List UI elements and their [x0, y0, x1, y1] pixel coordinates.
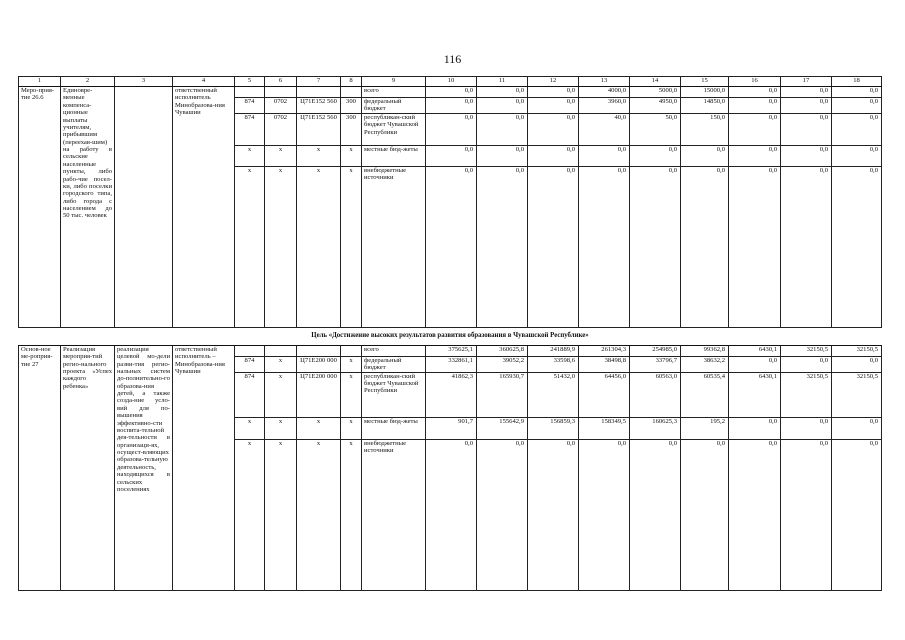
- budget-code: 300: [341, 113, 362, 145]
- amount-cell: 0,0: [681, 145, 729, 166]
- amount-cell: 0,0: [426, 98, 477, 114]
- measure-name: Меро-прия-тие 26.6: [19, 87, 61, 328]
- budget-code: 874: [235, 98, 265, 114]
- column-header: 14: [630, 77, 681, 87]
- amount-cell: 0,0: [681, 439, 729, 590]
- amount-cell: 0,0: [426, 87, 477, 98]
- amount-cell: 332861,1: [426, 356, 477, 372]
- amount-cell: 60563,0: [630, 372, 681, 417]
- budget-code: 0702: [265, 98, 297, 114]
- amount-cell: 0,0: [528, 166, 579, 327]
- amount-cell: 0,0: [729, 113, 781, 145]
- budget-code: x: [341, 417, 362, 439]
- amount-cell: 0,0: [781, 356, 832, 372]
- amount-cell: 0,0: [630, 145, 681, 166]
- funding-source: внебюджетные источники: [362, 439, 426, 590]
- budget-code: x: [265, 439, 297, 590]
- amount-cell: 156859,3: [528, 417, 579, 439]
- funding-source: всего: [362, 345, 426, 356]
- amount-cell: 0,0: [528, 87, 579, 98]
- amount-cell: 0,0: [729, 98, 781, 114]
- column-header: 11: [477, 77, 528, 87]
- amount-cell: 254985,0: [630, 345, 681, 356]
- column-header: 16: [729, 77, 781, 87]
- budget-code: x: [341, 439, 362, 590]
- amount-cell: 150,0: [681, 113, 729, 145]
- measure-executor: ответственный исполнитель – Минобразова-ния Чувашии: [173, 345, 235, 590]
- amount-cell: 0,0: [579, 166, 630, 327]
- amount-cell: 14850,0: [681, 98, 729, 114]
- amount-cell: 0,0: [832, 417, 882, 439]
- amount-cell: 0,0: [781, 87, 832, 98]
- amount-cell: 0,0: [528, 98, 579, 114]
- amount-cell: 64456,0: [579, 372, 630, 417]
- column-header: 9: [362, 77, 426, 87]
- budget-code: [265, 87, 297, 98]
- budget-code: x: [341, 372, 362, 417]
- budget-code: x: [235, 417, 265, 439]
- measure-goal: [115, 87, 173, 328]
- column-header: 4: [173, 77, 235, 87]
- goal-row: [19, 327, 882, 345]
- amount-cell: 0,0: [832, 439, 882, 590]
- amount-cell: 0,0: [781, 145, 832, 166]
- amount-cell: 0,0: [426, 439, 477, 590]
- amount-cell: 158349,5: [579, 417, 630, 439]
- budget-code: 874: [235, 372, 265, 417]
- amount-cell: 0,0: [832, 113, 882, 145]
- amount-cell: 0,0: [832, 166, 882, 327]
- budget-code: x: [265, 166, 297, 327]
- amount-cell: 51432,0: [528, 372, 579, 417]
- column-header: 18: [832, 77, 882, 87]
- measure-executor: ответственный исполнитель Минобразова-ния Чувашии: [173, 87, 235, 328]
- amount-cell: 60535,4: [681, 372, 729, 417]
- amount-cell: 33796,7: [630, 356, 681, 372]
- measure-title: Реализация мероприя-тий регио-нального проекта «Успех каждого ребенка»: [61, 345, 115, 590]
- amount-cell: 39052,2: [477, 356, 528, 372]
- amount-cell: 0,0: [426, 166, 477, 327]
- budget-code: [265, 345, 297, 356]
- funding-source: всего: [362, 87, 426, 98]
- amount-cell: 41862,3: [426, 372, 477, 417]
- funding-source: федеральный бюджет: [362, 98, 426, 114]
- amount-cell: 0,0: [832, 98, 882, 114]
- budget-code: x: [265, 145, 297, 166]
- amount-cell: 0,0: [528, 113, 579, 145]
- measure-goal: реализация целевой мо-дели разви-тия регио-нальных систем до-полнительно-го образова-ния детей, а также созда-ние усло-вий для по-вышения эффективно-сти воспита-тельной дея-тельности в организаци-ях, осущест-вляющих образова-тельную деятельность, находящихся в сельских поселениях: [115, 345, 173, 590]
- amount-cell: 0,0: [477, 145, 528, 166]
- amount-cell: 0,0: [528, 439, 579, 590]
- amount-cell: 155642,9: [477, 417, 528, 439]
- budget-code: [297, 345, 341, 356]
- amount-cell: 0,0: [781, 417, 832, 439]
- table-row: [19, 87, 882, 98]
- amount-cell: 32150,5: [781, 345, 832, 356]
- amount-cell: 0,0: [729, 417, 781, 439]
- column-header: 3: [115, 77, 173, 87]
- amount-cell: 32150,5: [832, 345, 882, 356]
- budget-code: x: [235, 145, 265, 166]
- amount-cell: 0,0: [832, 145, 882, 166]
- column-header: 1: [19, 77, 61, 87]
- funding-source: местные бюд-жеты: [362, 145, 426, 166]
- amount-cell: 360625,8: [477, 345, 528, 356]
- amount-cell: 38498,8: [579, 356, 630, 372]
- amount-cell: 241889,9: [528, 345, 579, 356]
- budget-code: Ц71Е152 560: [297, 98, 341, 114]
- amount-cell: 160625,3: [630, 417, 681, 439]
- goal-line: Цель «Достижение высоких результатов развития образования в Чувашской Республике»: [19, 327, 882, 345]
- amount-cell: 0,0: [781, 113, 832, 145]
- amount-cell: 0,0: [426, 113, 477, 145]
- amount-cell: 901,7: [426, 417, 477, 439]
- column-header: 10: [426, 77, 477, 87]
- budget-code: x: [265, 372, 297, 417]
- amount-cell: 0,0: [426, 145, 477, 166]
- amount-cell: 0,0: [729, 439, 781, 590]
- amount-cell: 33598,6: [528, 356, 579, 372]
- amount-cell: 0,0: [528, 145, 579, 166]
- amount-cell: 0,0: [729, 87, 781, 98]
- budget-code: x: [265, 356, 297, 372]
- measure-title: Единовре-менные компенса-ционные выплаты учителям, прибывшим (переехав-шим) на работу в сельские населенные пункты, либо рабо-чие посел-ки, либо поселки городского типа, либо города с населением до 50 тыс. человек: [61, 87, 115, 328]
- amount-cell: 32150,5: [832, 372, 882, 417]
- amount-cell: 3960,0: [579, 98, 630, 114]
- amount-cell: 40,0: [579, 113, 630, 145]
- amount-cell: 0,0: [832, 356, 882, 372]
- amount-cell: 0,0: [477, 87, 528, 98]
- funding-source: внебюджетные источники: [362, 166, 426, 327]
- budget-code: 300: [341, 98, 362, 114]
- column-header: 5: [235, 77, 265, 87]
- budget-code: Ц71Е200 000: [297, 372, 341, 417]
- amount-cell: 4950,0: [630, 98, 681, 114]
- amount-cell: 0,0: [729, 145, 781, 166]
- amount-cell: 165930,7: [477, 372, 528, 417]
- budget-code: [341, 345, 362, 356]
- budget-code: x: [297, 439, 341, 590]
- table-row: [19, 345, 882, 356]
- budget-code: x: [235, 439, 265, 590]
- amount-cell: 0,0: [477, 113, 528, 145]
- amount-cell: 375625,1: [426, 345, 477, 356]
- funding-source: республикан-ский бюджет Чувашской Республики: [362, 372, 426, 417]
- column-header: 17: [781, 77, 832, 87]
- amount-cell: 50,0: [630, 113, 681, 145]
- amount-cell: 4000,0: [579, 87, 630, 98]
- column-header: 8: [341, 77, 362, 87]
- budget-table: [18, 76, 882, 591]
- budget-code: [235, 345, 265, 356]
- amount-cell: 0,0: [681, 166, 729, 327]
- amount-cell: 38632,2: [681, 356, 729, 372]
- budget-code: 0702: [265, 113, 297, 145]
- amount-cell: 6430,1: [729, 372, 781, 417]
- budget-code: x: [341, 166, 362, 327]
- page-number: 116: [443, 52, 462, 66]
- amount-cell: 0,0: [729, 356, 781, 372]
- amount-cell: 5000,0: [630, 87, 681, 98]
- budget-code: x: [341, 356, 362, 372]
- amount-cell: 0,0: [781, 98, 832, 114]
- budget-code: x: [235, 166, 265, 327]
- amount-cell: 0,0: [477, 439, 528, 590]
- budget-code: x: [297, 417, 341, 439]
- column-header: 15: [681, 77, 729, 87]
- budget-code: x: [341, 145, 362, 166]
- funding-source: федеральный бюджет: [362, 356, 426, 372]
- column-header: 6: [265, 77, 297, 87]
- amount-cell: 0,0: [579, 145, 630, 166]
- measure-name: Основ-ное ме-роприя-тие 27: [19, 345, 61, 590]
- amount-cell: 0,0: [630, 166, 681, 327]
- amount-cell: 32150,5: [781, 372, 832, 417]
- budget-code: [235, 87, 265, 98]
- amount-cell: 195,2: [681, 417, 729, 439]
- amount-cell: 15000,0: [681, 87, 729, 98]
- budget-code: x: [297, 166, 341, 327]
- column-header: 2: [61, 77, 115, 87]
- amount-cell: 0,0: [781, 439, 832, 590]
- budget-code: [297, 87, 341, 98]
- column-header: 12: [528, 77, 579, 87]
- amount-cell: 0,0: [781, 166, 832, 327]
- amount-cell: 0,0: [477, 166, 528, 327]
- budget-code: 874: [235, 113, 265, 145]
- amount-cell: 0,0: [729, 166, 781, 327]
- amount-cell: 6430,1: [729, 345, 781, 356]
- amount-cell: 0,0: [477, 98, 528, 114]
- budget-code: x: [265, 417, 297, 439]
- budget-code: Ц71Е152 560: [297, 113, 341, 145]
- column-header: 13: [579, 77, 630, 87]
- budget-code: Ц71Е200 000: [297, 356, 341, 372]
- amount-cell: 0,0: [630, 439, 681, 590]
- table-body: [19, 77, 882, 591]
- budget-code: [341, 87, 362, 98]
- funding-source: республикан-ский бюджет Чувашской Республики: [362, 113, 426, 145]
- budget-code: 874: [235, 356, 265, 372]
- header-row: [19, 77, 882, 87]
- amount-cell: 0,0: [832, 87, 882, 98]
- budget-code: x: [297, 145, 341, 166]
- amount-cell: 0,0: [579, 439, 630, 590]
- column-header: 7: [297, 77, 341, 87]
- funding-source: местные бюд-жеты: [362, 417, 426, 439]
- amount-cell: 99362,8: [681, 345, 729, 356]
- amount-cell: 261304,3: [579, 345, 630, 356]
